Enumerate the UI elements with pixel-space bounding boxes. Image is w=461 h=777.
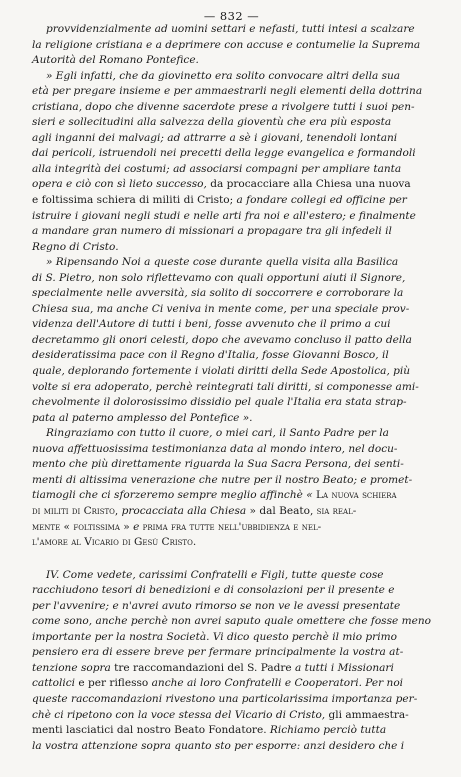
text-line [32, 162, 431, 178]
text-run: nuova affettuosissima testimonianza data al mondo intero, nel docu- [32, 442, 398, 455]
text-line [32, 630, 431, 646]
text-line [32, 599, 431, 615]
text-run: e [133, 520, 140, 533]
text-line [32, 442, 431, 458]
text-run: queste raccomandazioni rivestono una particolarissima importanza per- [32, 692, 418, 705]
text-line [32, 69, 431, 85]
text-run: sieri e sollecitudini alla salvezza della gioventù che era più esposta [32, 116, 392, 129]
text-line [32, 53, 431, 69]
text-line [32, 177, 431, 193]
text-line [32, 380, 431, 396]
text-run: età per pregare insieme e per ammaestrarli negli elementi della dottrina [32, 85, 423, 98]
text-run: volte si era adoperato, perchè reintegrati tali diritti, si componesse ami- [32, 380, 419, 393]
text-run: videnza dell'Autore di tutti i beni, fosse avvenuto che il primo a cui [32, 318, 391, 331]
paragraph [32, 255, 431, 426]
text-run: racchiudono tesori di benedizioni e di consolazioni per il presente e [32, 584, 395, 597]
text-run: pata al paterno amplesso del Pontefice ». [32, 411, 253, 424]
text-line [32, 473, 431, 489]
text-run: menti lasciatici dal nostro Beato Fondatore. [32, 724, 270, 737]
text-run: importante per la nostra Società. Vi dico questo perchè il mio primo [32, 630, 397, 643]
text-run: di S. Pietro, non solo riflettevamo con quali opportuni aiuti il Signore, [32, 271, 406, 284]
text-line [32, 504, 431, 520]
paragraph [32, 426, 431, 550]
text-run: desideratissima pace con il Regno d'Italia, fosse Giovanni Bosco, il [32, 349, 389, 362]
text-line [32, 583, 431, 599]
text-line [32, 84, 431, 100]
text-run: La nuova schiera [316, 489, 397, 502]
text-line [32, 661, 431, 677]
text-run: menti di altissima venerazione che nutre per il nostro Beato; e promet- [32, 473, 413, 486]
text-run: mente « foltissima » [32, 520, 134, 533]
text-line [32, 723, 431, 739]
text-run: decretammo gli onori celesti, dopo che avevamo concluso il patto della [32, 333, 412, 346]
text-line [32, 568, 431, 584]
paragraph [32, 69, 431, 256]
text-line [32, 255, 431, 271]
text-run: Ringraziamo con tutto il cuore, o miei cari, il Santo Padre per la [46, 427, 389, 440]
text-line [32, 22, 431, 38]
text-line [32, 426, 431, 442]
text-run: chevolmente il dolorosissimo dissidio pel quale l'Italia era stata strap- [32, 396, 407, 409]
text-line [32, 209, 431, 225]
text-run: » Ripensando Noi a queste cose durante quella visita alla Basilica [46, 256, 399, 269]
text-line [32, 692, 431, 708]
paragraph [32, 22, 431, 69]
text-run: cristiana, dopo che divenne sacerdote prese a rivolgere tutti i suoi pen- [32, 100, 415, 113]
text-line [32, 708, 431, 724]
text-run: tenzione sopra [32, 661, 111, 674]
text-line [32, 115, 431, 131]
text-line [32, 193, 431, 209]
text-run: IV. Come vedete, carissimi Confratelli e Figli, tutte queste cose [46, 568, 384, 581]
text-run: dai pericoli, istruendoli nei precetti della legge evangelica e formandoli [32, 147, 416, 160]
text-line [32, 535, 431, 551]
text-run: la religione cristiana e a deprimere con accuse e contumelie la Suprema [32, 38, 421, 51]
text-run: istruire i giovani negli studi e nelle arti fra noi e all'estero; e finalmente [32, 209, 416, 222]
text-line [32, 614, 431, 630]
text-line [32, 645, 431, 661]
text-run: per l'avvenire; e n'avrei avuto rimorso se non ve le avessi presentate [32, 599, 401, 612]
text-line [32, 131, 431, 147]
text-run: procacciata alla Chiesa [118, 504, 247, 517]
text-run: » dal Beato, [246, 504, 317, 517]
paragraph [32, 568, 431, 755]
text-run: opera e ciò con sì lieto successo, [32, 178, 207, 191]
text-run: agli inganni dei malvagi; ad attrarre a sè i giovani, tenendoli lontani [32, 131, 398, 144]
text-run: chè ci ripetono con la voce stessa del Vicario di Cristo, [32, 708, 326, 721]
text-line [32, 100, 431, 116]
text-line [32, 457, 431, 473]
text-run: l'amore al Vicario di Gesù Cristo. [32, 536, 197, 549]
text-run: Richiamo perciò tutta [269, 724, 387, 737]
text-run: e foltissima schiera di militi di Cristo; [32, 194, 234, 207]
text-line [32, 488, 431, 504]
text-run: » Egli infatti, che da giovinetto era solito convocare altri della sua [46, 69, 401, 82]
text-run: tiamogli che ci sforzeremo sempre meglio affinchè « [32, 489, 317, 502]
text-line [32, 333, 431, 349]
text-line [32, 364, 431, 380]
text-run: come sono, anche perchè non avrei saputo quale omettere che fosse meno [32, 615, 431, 628]
text-line [32, 676, 431, 692]
text-run: alla integrità dei costumi; ad associarsi compagni per ampliare tanta [32, 162, 402, 175]
text-run: la vostra attenzione sopra quanto sto per esporre: anzi desidero che i [32, 739, 405, 752]
text-run: Cristo, [83, 504, 119, 517]
text-line [32, 240, 431, 256]
text-run: tre raccomandazioni del S. Padre [110, 661, 296, 674]
text-run: da procacciare alla Chiesa una nuova [206, 178, 411, 191]
page-number: — 832 — [203, 9, 260, 23]
text-run: a mandare gran numero di missionari a propagare tra gli infedeli il [32, 225, 392, 238]
text-line [32, 411, 431, 427]
text-line [32, 146, 431, 162]
text-run: provvidenzialmente ad uomini settari e nefasti, tutti intesi a scalzare [46, 23, 415, 35]
text-line [32, 224, 431, 240]
text-run: pensiero era di essere breve per fermare principalmente la vostra at- [32, 646, 404, 659]
text-run: specialmente nelle avversità, sia solito di soccorrere e corroborare la [32, 287, 404, 300]
text-run: Regno di Cristo. [32, 240, 119, 253]
text-line [32, 348, 431, 364]
text-line [32, 739, 431, 755]
text-run: Autorità del Romano Pontefice. [32, 54, 199, 67]
text-run: mento che più direttamente riguarda la Sua Sacra Persona, dei senti- [32, 458, 404, 471]
text-run: sia real- [316, 504, 357, 517]
text-run: Chiesa sua, ma anche Ci veniva in mente come, per una speciale prov- [32, 302, 410, 315]
text-run: cattolici [32, 677, 76, 690]
text-line [32, 302, 431, 318]
document-body [32, 22, 431, 754]
text-run: anche ai loro Confratelli e Cooperatori. Per noi [151, 677, 404, 690]
text-run: a fondare collegi ed officine per [233, 194, 407, 207]
text-run: quale, deplorando fortemente i violati diritti della Sede Apostolica, più [32, 365, 411, 378]
text-line [32, 286, 431, 302]
text-line [32, 38, 431, 54]
text-line [32, 520, 431, 536]
text-run: a tutti i Missionari [295, 661, 394, 674]
text-line [32, 395, 431, 411]
text-run: e per riflesso [75, 677, 152, 690]
section-gap [32, 551, 431, 568]
text-line [32, 271, 431, 287]
text-run: gli ammaestra- [325, 708, 409, 721]
text-run: di militi di [32, 504, 84, 517]
text-line [32, 317, 431, 333]
text-run: prima fra tutte nell'ubbidienza e nel- [139, 520, 322, 533]
